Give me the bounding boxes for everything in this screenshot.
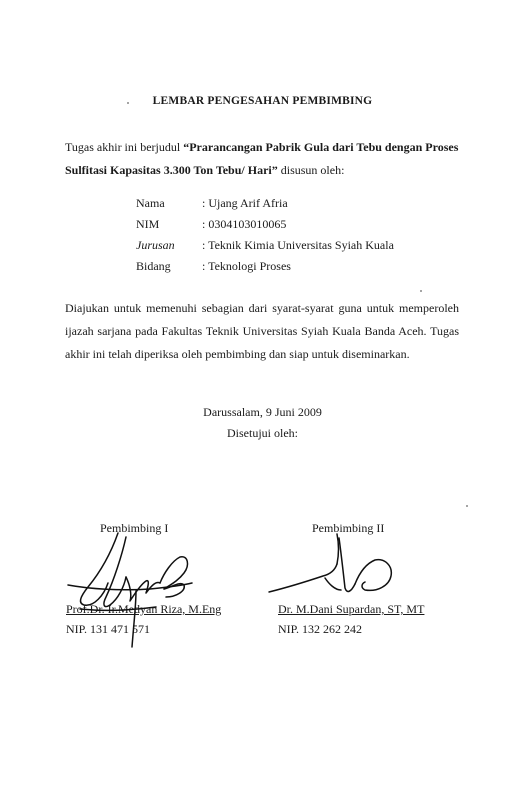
info-value: : Teknologi Proses xyxy=(202,259,291,273)
approval-header xyxy=(0,402,525,444)
supervisor-1-nip: NIP. 131 471 571 xyxy=(66,622,151,636)
info-row-name xyxy=(136,196,394,217)
info-value: : 0304103010065 xyxy=(202,217,287,231)
paragraph-line-1: Diajukan untuk memenuhi sebagian dari syarat-syarat guna untuk memperoleh xyxy=(65,301,459,315)
intro-suffix: disusun oleh: xyxy=(277,163,345,177)
supervisor-2-role: Pembimbing II xyxy=(312,521,385,535)
info-row-nim xyxy=(136,217,394,238)
document-title: LEMBAR PENGESAHAN PEMBIMBING xyxy=(152,95,373,107)
student-info-table xyxy=(136,196,394,280)
info-value: : Ujang Arif Afria xyxy=(202,196,288,210)
signature-2-icon xyxy=(265,530,415,610)
scan-speck xyxy=(466,505,468,507)
info-label: Jurusan xyxy=(136,238,175,252)
thesis-title: “Prarancangan Pabrik Gula dari Tebu dengan Proses Sulfitasi Kapasitas 3.300 Ton Tebu/ Hari” xyxy=(65,140,459,177)
info-row-field xyxy=(136,259,394,280)
supervisor-2-name: Dr. M.Dani Supardan, ST, MT xyxy=(278,602,425,616)
supervisor-2-nip: NIP. 132 262 242 xyxy=(278,622,363,636)
intro-statement xyxy=(65,136,465,182)
info-label: Nama xyxy=(136,196,165,210)
info-label: Bidang xyxy=(136,259,171,273)
paragraph-rest: ijazah sarjana pada Fakultas Teknik Universitas Syiah Kuala Banda Aceh. Tugas akhir ini telah diperiksa oleh pembimbing dan siap untuk diseminarkan. xyxy=(65,324,459,361)
intro-prefix: Tugas akhir ini berjudul xyxy=(65,140,184,154)
scan-speck xyxy=(127,102,129,104)
info-row-department xyxy=(136,238,394,259)
submission-paragraph xyxy=(65,297,459,366)
info-value: : Teknik Kimia Universitas Syiah Kuala xyxy=(202,238,394,252)
scan-speck xyxy=(420,290,422,292)
approved-by-label: Disetujui oleh: xyxy=(227,426,298,440)
supervisor-1-name: Prof.Dr. Ir.Medyan Riza, M.Eng xyxy=(66,602,222,616)
place-date: Darussalam, 9 Juni 2009 xyxy=(203,405,322,419)
supervisor-1-role: Pembimbing I xyxy=(100,521,169,535)
info-label: NIM xyxy=(136,217,160,231)
